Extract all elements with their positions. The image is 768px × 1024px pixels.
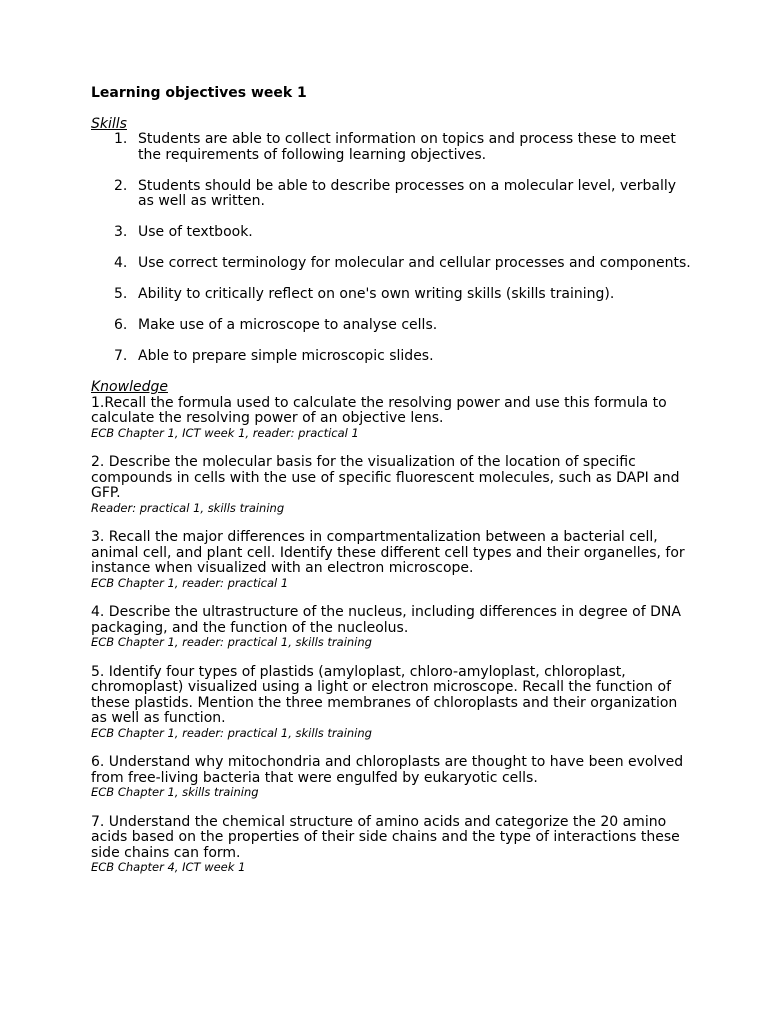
skills-item-text: Students should be able to describe processes on a molecular level, verbally as well as written. bbox=[138, 177, 677, 209]
knowledge-item-reference: Reader: practical 1, skills training bbox=[91, 500, 285, 515]
skills-list-item bbox=[91, 349, 691, 365]
skills-item-text: Students are able to collect information on topics and process these to meet the requirements of following learning objectives. bbox=[138, 131, 676, 163]
skills-item-text: Make use of a microscope to analyse cells. bbox=[138, 317, 438, 333]
knowledge-item bbox=[91, 815, 691, 875]
skills-item-number: 1. bbox=[114, 131, 128, 147]
skills-item-number: 7. bbox=[114, 348, 128, 364]
knowledge-item-reference: ECB Chapter 1, skills training bbox=[91, 785, 259, 799]
skills-list-item bbox=[91, 225, 691, 241]
knowledge-item bbox=[91, 755, 691, 799]
knowledge-item bbox=[91, 665, 691, 740]
knowledge-item-reference: ECB Chapter 1, reader: practical 1 bbox=[91, 575, 289, 590]
skills-list-item bbox=[91, 318, 691, 334]
skills-item-text: Use correct terminology for molecular and cellular processes and components. bbox=[138, 255, 691, 271]
skills-item-number: 4. bbox=[114, 255, 128, 271]
skills-item-number: 6. bbox=[114, 317, 128, 333]
knowledge-item-text: 7. Understand the chemical structure of amino acids and categorize the 20 amino acids based on the properties of their side chains and the type of interactions these side chains can form. bbox=[91, 813, 680, 861]
knowledge-item bbox=[91, 605, 691, 649]
knowledge-item-text: 6. Understand why mitochondria and chloroplasts are thought to have been evolved from free-living bacteria that were engulfed by eukaryotic cells. bbox=[91, 754, 684, 786]
document-title: Learning objectives week 1 bbox=[91, 85, 307, 101]
skills-heading: Skills bbox=[91, 115, 127, 132]
skills-list-item bbox=[91, 179, 691, 210]
knowledge-item bbox=[91, 455, 691, 515]
knowledge-item-reference: ECB Chapter 1, reader: practical 1, skills training bbox=[91, 725, 372, 740]
skills-item-number: 5. bbox=[114, 286, 128, 302]
knowledge-item-text: 5. Identify four types of plastids (amyloplast, chloro-amyloplast, chloroplast, chromoplast) visualized using a light or electron microscope. Recall the function of these plastids. Mention the three membranes of chloroplasts and their organization as well as function. bbox=[91, 663, 678, 726]
knowledge-item bbox=[91, 530, 691, 590]
knowledge-item-reference: ECB Chapter 4, ICT week 1 bbox=[91, 860, 246, 874]
skills-item-number: 3. bbox=[114, 224, 128, 240]
skills-list bbox=[91, 132, 691, 365]
knowledge-item bbox=[91, 396, 691, 440]
knowledge-item-text: 1.Recall the formula used to calculate the resolving power and use this formula to calculate the resolving power of an objective lens. bbox=[91, 394, 667, 426]
knowledge-item-text: 4. Describe the ultrastructure of the nucleus, including differences in degree of DNA packaging, and the function of the nucleolus. bbox=[91, 604, 681, 636]
skills-item-text: Ability to critically reflect on one's own writing skills (skills training). bbox=[138, 286, 615, 302]
skills-list-item bbox=[91, 132, 691, 163]
knowledge-item-text: 3. Recall the major differences in compartmentalization between a bacterial cell, animal cell, and plant cell. Identify these different cell types and their organelles, for instance when visualized with an electron microscope. bbox=[91, 529, 685, 576]
skills-item-text: Use of textbook. bbox=[138, 224, 253, 240]
skills-item-text: Able to prepare simple microscopic slides. bbox=[138, 348, 434, 364]
skills-item-number: 2. bbox=[114, 177, 128, 194]
knowledge-item-reference: ECB Chapter 1, reader: practical 1, skills training bbox=[91, 635, 372, 649]
document-body bbox=[91, 86, 691, 890]
skills-list-item bbox=[91, 256, 691, 272]
knowledge-item-text: 2. Describe the molecular basis for the visualization of the location of specific compounds in cells with the use of specific fluorescent molecules, such as DAPI and GFP. bbox=[91, 454, 680, 501]
knowledge-item-reference: ECB Chapter 1, ICT week 1, reader: practical 1 bbox=[91, 425, 359, 440]
knowledge-heading: Knowledge bbox=[91, 379, 168, 395]
skills-list-item bbox=[91, 287, 691, 303]
